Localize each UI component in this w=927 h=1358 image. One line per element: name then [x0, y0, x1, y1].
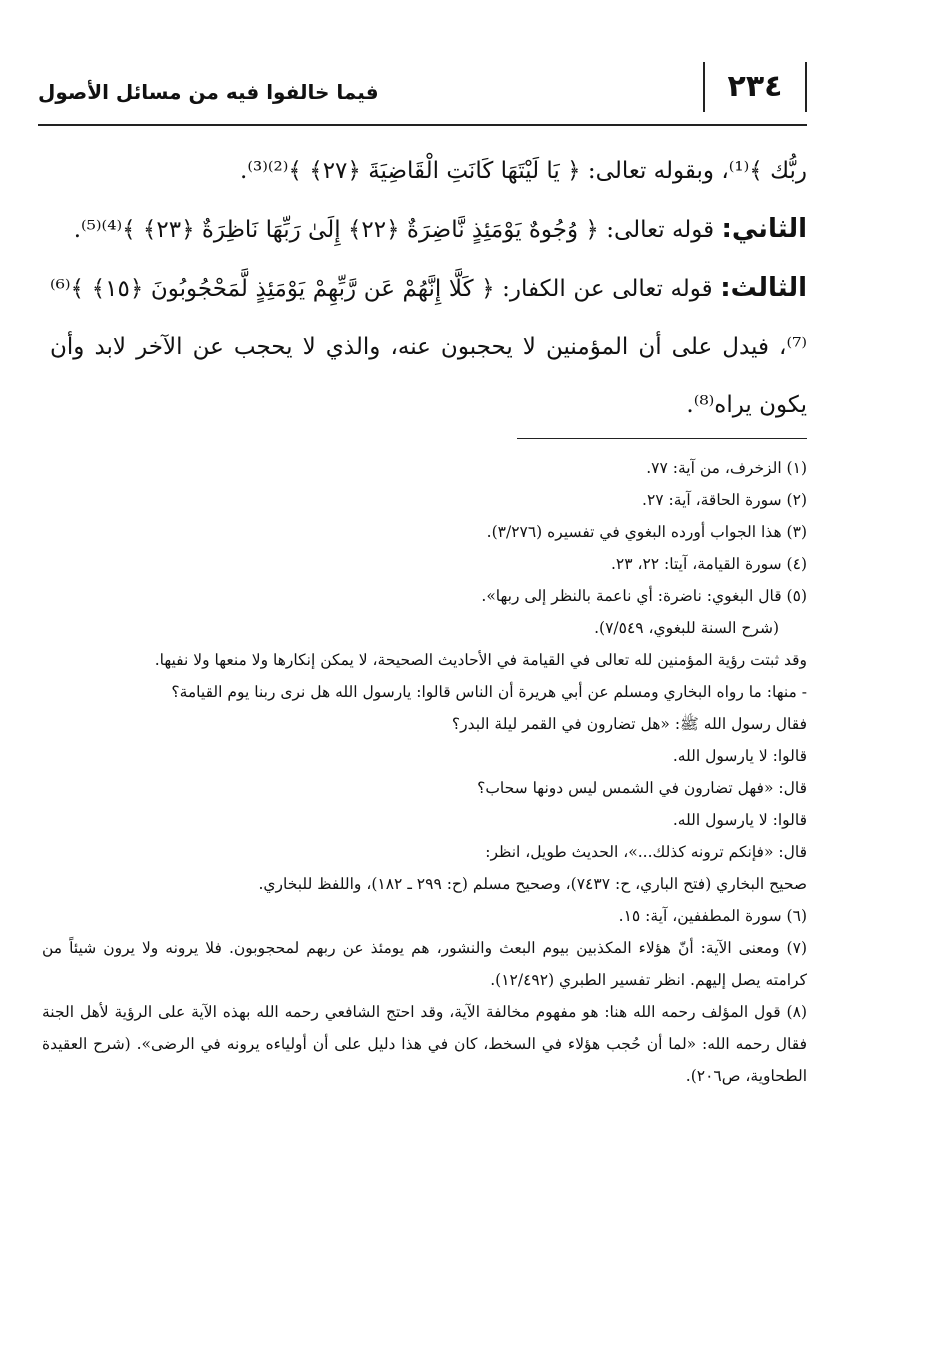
- footnote-continuation: قالوا: لا يارسول الله.: [672, 747, 807, 765]
- paragraph-lead: الثاني:: [721, 214, 807, 244]
- footnote-continuation: قال: «فإنكم ترونه كذلك...»، الحديث طويل، انظر:: [485, 843, 807, 861]
- main-text: [50, 142, 807, 434]
- footnote-continuation: فقال رسول الله ﷺ: «هل تضارون في القمر ليلة البدر؟: [451, 715, 807, 733]
- footnote-continuation: قالوا: لا يارسول الله.: [672, 811, 807, 829]
- footnote-continuation: قال: «فهل تضارون في الشمس ليس دونها سحاب؟: [477, 779, 807, 797]
- footnote-separator: [517, 438, 807, 439]
- footnote-continuation: وقد ثبتت رؤية المؤمنين لله تعالى في القيامة في الأحاديث الصحيحة، لا يمكن إنكارها ولا منعها ولا نفيها.: [154, 651, 807, 669]
- footnote: (٣) هذا الجواب أورده البغوي في تفسيره (٣/٢٧٦).: [486, 523, 807, 541]
- paragraph-2: [50, 200, 807, 259]
- paragraph-1: ربُّك ﴾⁽¹⁾، وبقوله تعالى: ﴿ يَا لَيْتَهَا كَانَتِ الْقَاضِيَةَ ﴿٢٧﴾ ﴾⁽²⁾⁽³⁾.: [240, 158, 807, 184]
- footnote: (٥) قال البغوي: ناضرة: أي ناعمة بالنظر إلى ربها».: [481, 587, 807, 605]
- footnote-continuation: صحيح البخاري (فتح الباري، ح: ٧٤٣٧)، وصحيح مسلم (ح: ٢٩٩ ـ ١٨٢)، واللفظ للبخاري.: [258, 875, 807, 893]
- paragraph-lead: الثالث:: [720, 273, 808, 303]
- footnote: (٨) قول المؤلف رحمه الله هنا: هو مفهوم مخالفة الآية، وقد احتج الشافعي رحمه الله بهذه الآية على الرؤية لأهل الجنة فقال رحمه الله: «لما أن حُجب هؤلاء في السخط، كان في هذا دليل على أن أولياءه يرونه في الرضى». (شرح العقيدة الطحاوية، ص٢٠٦).: [42, 1003, 807, 1085]
- running-title: فيما خالفوا فيه من مسائل الأصول: [38, 80, 379, 104]
- footnote: (٧) ومعنى الآية: أنّ هؤلاء المكذبين بيوم البعث والنشور، هم يومئذ عن ربهم لمحجوبون. فلا يرونه ولا يرون شيئاً من كرامته يصل إليهم. انظر تفسير الطبري (١٢/٤٩٢).: [42, 939, 807, 989]
- footnote: (٦) سورة المطففين، آية: ١٥.: [618, 907, 807, 925]
- page-header: [38, 62, 807, 126]
- footnote: (٤) سورة القيامة، آيتا: ٢٢، ٢٣.: [610, 555, 807, 573]
- page-number: ٢٣٤: [703, 62, 807, 112]
- footnote: (١) الزخرف، من آية: ٧٧.: [646, 459, 807, 477]
- paragraph-text: قوله تعالى عن الكفار: ﴿ كَلَّا إِنَّهُمْ عَن رَّبِّهِمْ يَوْمَئِذٍ لَّمَحْجُوبُونَ ﴿١٥﴾ ﴾⁽⁶⁾⁽⁷⁾، فيدل على أن المؤمنين لا يحجبون عنه، والذي لا يحجب عن الآخر لابد وأن يكون يراه⁽⁸⁾.: [50, 276, 807, 418]
- paragraph-text: قوله تعالى: ﴿ وُجُوهٌ يَوْمَئِذٍ نَّاضِرَةٌ ﴿٢٢﴾ إِلَىٰ رَبِّهَا نَاظِرَةٌ ﴿٢٣﴾ ﴾⁽⁴⁾⁽⁵⁾.: [73, 217, 715, 243]
- footnote-continuation: - منها: ما رواه البخاري ومسلم عن أبي هريرة أن الناس قالوا: يارسول الله هل نرى ربنا يوم القيامة؟: [171, 683, 807, 701]
- paragraph-3: [50, 259, 807, 434]
- footnote: (٢) سورة الحاقة، آية: ٢٧.: [642, 491, 807, 509]
- footnotes: [42, 452, 807, 1092]
- footnote-continuation: (شرح السنة للبغوي، ٧/٥٤٩).: [594, 619, 779, 637]
